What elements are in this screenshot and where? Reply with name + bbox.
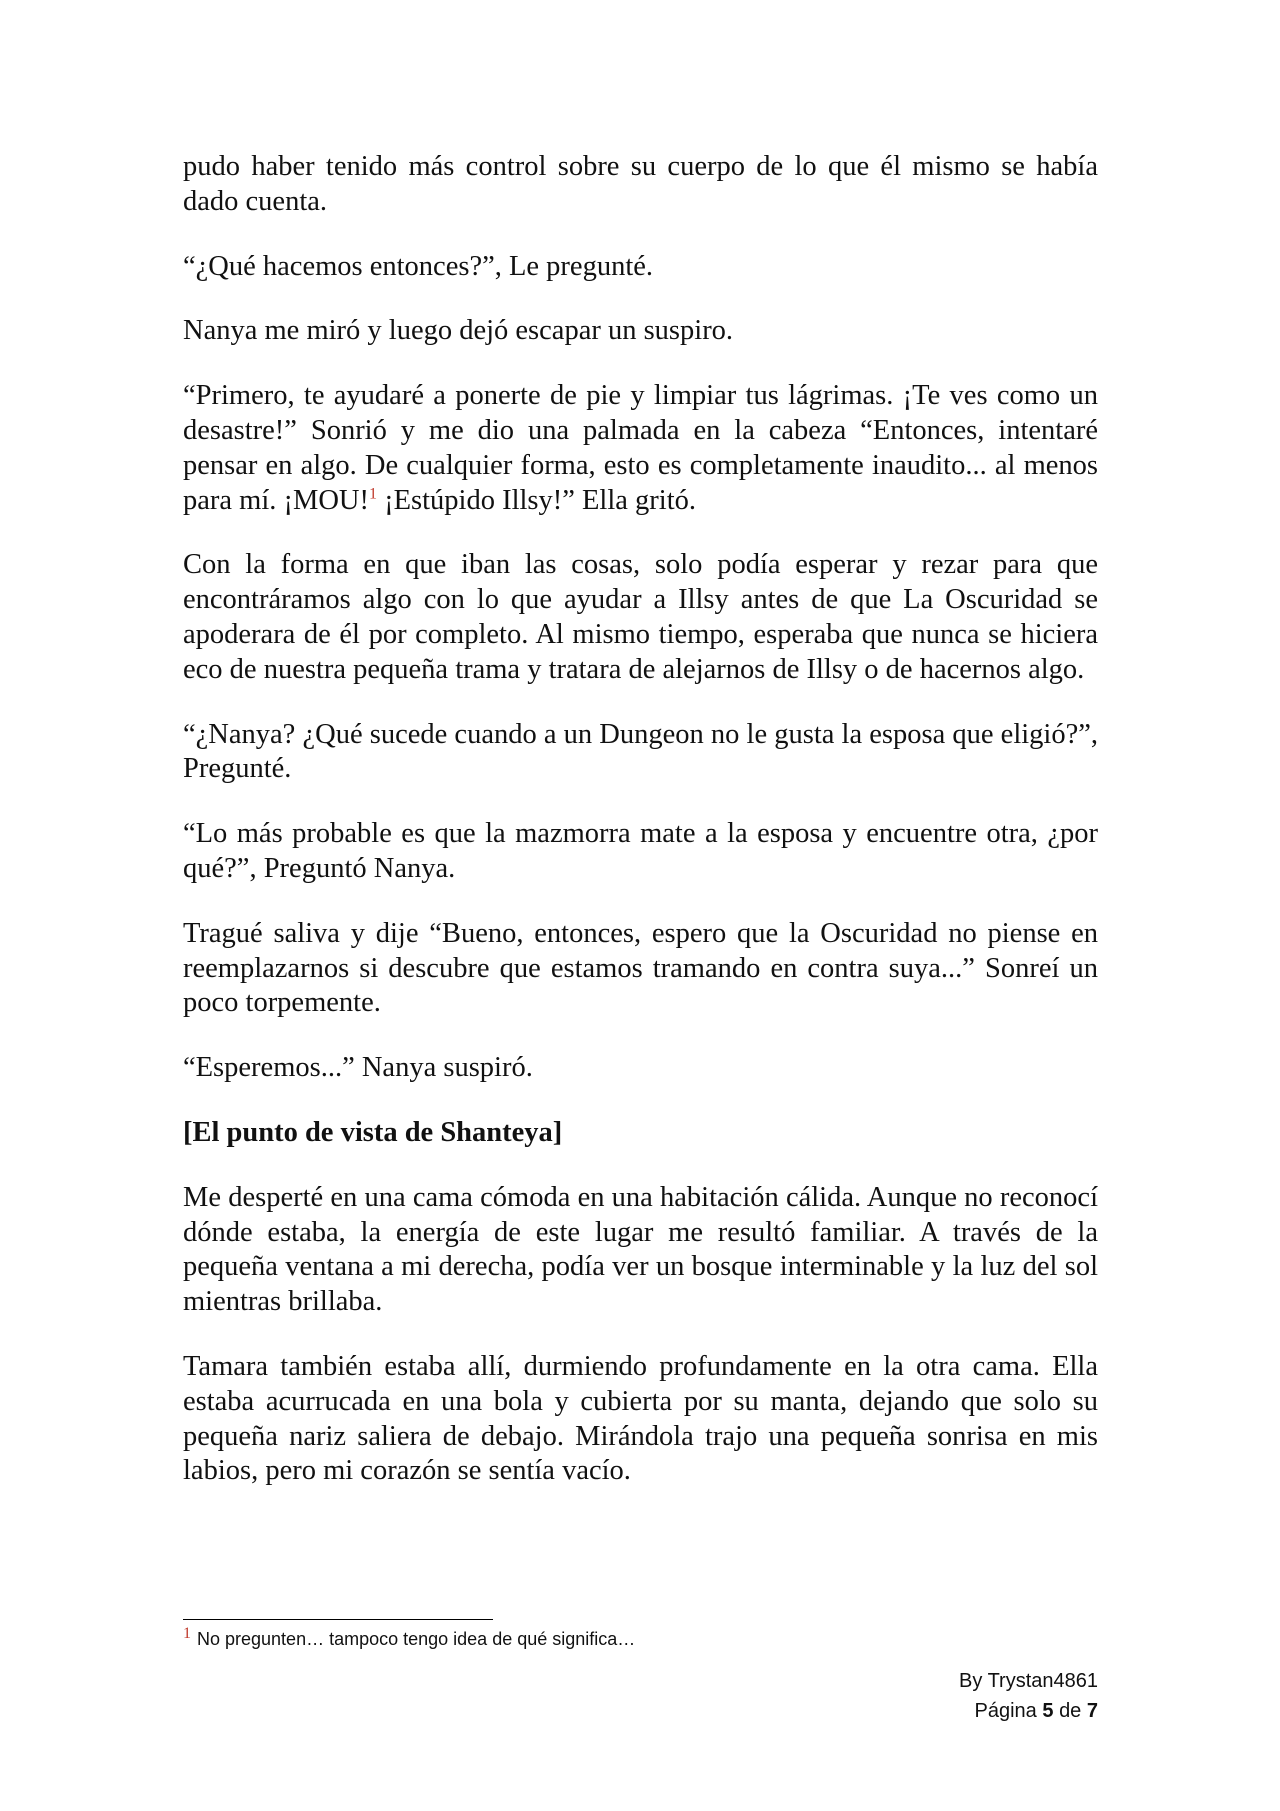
paragraph: Tragué saliva y dije “Bueno, entonces, espero que la Oscuridad no piense en reemplazarnos si descubre que estamos tramando en contra suya...” Sonreí un poco torpemente. (183, 917, 1098, 1019)
author-credit: By Trystan4861 (959, 1670, 1098, 1692)
paragraph: “¿Nanya? ¿Qué sucede cuando a un Dungeon no le gusta la esposa que eligió?”, Pregunté. (183, 718, 1098, 785)
paragraph: “¿Qué hacemos entonces?”, Le pregunté. (183, 250, 654, 282)
footnote-reference[interactable]: 1 (369, 485, 377, 503)
footnote (183, 1625, 1098, 1650)
paragraph-with-footnote (183, 379, 1098, 518)
paragraph: pudo haber tenido más control sobre su cuerpo de lo que él mismo se había dado cuenta. (183, 151, 1098, 217)
footnote-divider (183, 1619, 493, 1620)
footnote-text: No pregunten… tampoco tengo idea de qué significa… (197, 1629, 636, 1649)
total-pages: 7 (1086, 1700, 1098, 1722)
body-text (183, 150, 1098, 1519)
of-word: de (1059, 1700, 1082, 1722)
page-word: Página (974, 1700, 1037, 1722)
paragraph: “Esperemos...” Nanya suspiró. (183, 1052, 533, 1084)
paragraph: Nanya me miró y luego dejó escapar un suspiro. (183, 315, 734, 347)
page-number (959, 1696, 1098, 1726)
paragraph-text: “Primero, te ayudaré a ponerte de pie y limpiar tus lágrimas. ¡Te ves como un desastre!” Sonrió y me dio una palmada en la cabeza “Entonces, intentaré pensar en algo. De cualquier forma, esto es completamente inaudito... al menos para mí. ¡MOU! (183, 380, 1098, 516)
page-footer (959, 1666, 1098, 1726)
paragraph: Me desperté en una cama cómoda en una habitación cálida. Aunque no reconocí dónde estaba, la energía de este lugar me resultó familiar. A través de la pequeña ventana a mi derecha, podía ver un bosque interminable y la luz del sol mientras brillaba. (183, 1181, 1098, 1318)
footnote-mark: 1 (183, 1625, 191, 1642)
paragraph-text: ¡Estúpido Illsy!” Ella gritó. (377, 484, 696, 516)
paragraph: Tamara también estaba allí, durmiendo profundamente en la otra cama. Ella estaba acurrucada en una bola y cubierta por su manta, dejando que solo su pequeña nariz saliera de debajo. Mirándola trajo una pequeña sonrisa en mis labios, pero mi corazón se sentía vacío. (183, 1350, 1098, 1487)
paragraph: “Lo más probable es que la mazmorra mate a la esposa y encuentre otra, ¿por qué?”, Preguntó Nanya. (183, 818, 1098, 884)
paragraph: Con la forma en que iban las cosas, solo podía esperar y rezar para que encontráramos algo con lo que ayudar a Illsy antes de que La Oscuridad se apoderara de él por completo. Al mismo tiempo, esperaba que nunca se hiciera eco de nuestra pequeña trama y tratara de alejarnos de Illsy o de hacernos algo. (183, 549, 1098, 685)
section-heading: [El punto de vista de Shanteya] (183, 1116, 563, 1148)
current-page: 5 (1042, 1700, 1054, 1722)
